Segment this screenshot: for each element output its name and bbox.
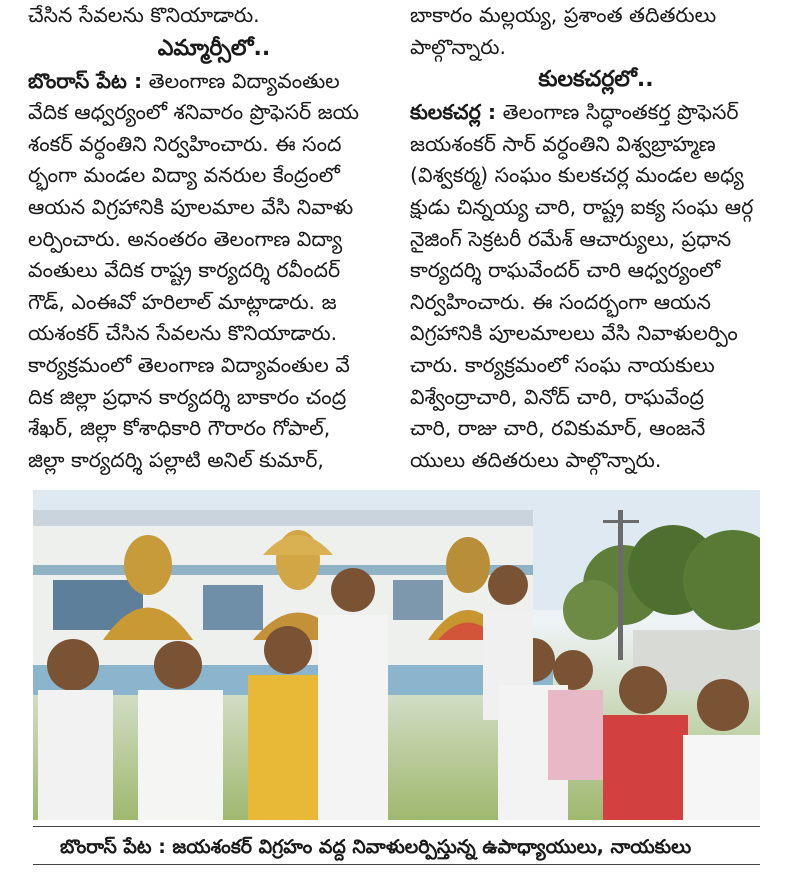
left-line-5: ఆయన విగ్రహానికి పూలమాల వేసి నివాళు xyxy=(28,194,354,219)
right-line-12: చారి, రాజు చారి, రవికుమార్, ఆంజనే xyxy=(410,416,706,441)
dateline: కులకచర్ల : xyxy=(410,100,497,125)
right-line-5: క్షుడు చిన్నయ్య చారి, రాష్ట్ర ఐక్య సంఘ ఆర్గ xyxy=(410,194,754,219)
caption-rule-bottom xyxy=(33,864,760,865)
right-line-3: జయశంకర్ సార్ వర్ధంతిని విశ్వబ్రాహ్మణ xyxy=(410,131,716,156)
right-column xyxy=(410,0,782,476)
right-line-10: చారు. కార్యక్రమంలో సంఘ నాయకులు xyxy=(410,352,715,377)
right-line-8: నిర్వహించారు. ఈ సందర్భంగా ఆయన xyxy=(410,289,711,314)
right-line-7: కార్యదర్శి రాఘవేందర్ చారి ఆధ్వర్యంలో xyxy=(410,258,721,283)
left-line-9: యశంకర్ చేసిన సేవలను కొనియాడారు. xyxy=(28,321,338,346)
left-line-8: గౌడ్, ఎంఈవో హరిలాల్ మాట్లాడారు. జ xyxy=(28,289,337,314)
right-line-11: విశ్వేంద్రాచారి, వినోద్ చారి, రాఘవేంద్ర xyxy=(410,384,705,409)
news-photo xyxy=(33,490,760,820)
right-line-2-text: తెలంగాణ సిద్ధాంతకర్త ప్రొఫెసర్ xyxy=(496,100,739,125)
right-line-1: పాల్గొన్నారు. xyxy=(410,34,506,59)
right-line-2 xyxy=(410,97,782,129)
dateline: బొంరాస్‌ పేట : xyxy=(28,68,143,93)
right-line-13: యులు తదితరులు పాల్గొన్నారు. xyxy=(410,447,662,472)
right-line-9: విగ్రహానికి పూలమాలలు వేసి నివాళులర్పిం xyxy=(410,321,738,346)
left-line-10: కార్యక్రమంలో తెలంగాణ విద్యావంతుల వే xyxy=(28,352,350,377)
left-subheading: ఎమ్మార్సీలో.. xyxy=(157,35,271,61)
caption-rule-top xyxy=(33,826,760,827)
right-subheading: కులకచర్లలో.. xyxy=(538,67,654,93)
left-line-1-text: తెలంగాణ విద్యావంతుల xyxy=(142,68,340,93)
left-line-13: జిల్లా కార్యదర్శి పల్లాటి అనిల్ కుమార్, xyxy=(28,447,324,472)
left-line-2: వేదిక ఆధ్వర్యంలో శనివారం ప్రొఫెసర్ జయ xyxy=(28,100,360,125)
left-line-12: శేఖర్, జిల్లా కోశాధికారి గౌరారం గోపాల్, xyxy=(28,416,331,441)
left-line-1 xyxy=(28,66,400,98)
left-line-7: వంతులు వేదిక రాష్ట్ర కార్యదర్శి రవీందర్ xyxy=(28,258,341,283)
right-line-4: (విశ్వకర్మ) సంఘం కులకచర్ల మండల అధ్య xyxy=(410,163,744,188)
caption-text: జయశంకర్ విగ్రహం వద్ద నివాళులర్పిస్తున్న ఉపాధ్యాయులు, నాయకులు xyxy=(165,836,692,858)
caption-dateline: బొంరాస్‌ పేట : xyxy=(60,836,166,858)
left-line-6: లర్పించారు. అనంతరం తెలంగాణ విద్యా xyxy=(28,226,343,251)
left-column xyxy=(28,0,400,476)
left-line-0: చేసిన సేవలను కొనియాడారు. xyxy=(28,3,260,27)
photo-caption xyxy=(60,832,760,862)
left-line-4: ర్భంగా మండల విద్యా వనరుల కేంద్రంలో xyxy=(28,163,340,188)
group-photo-illustration xyxy=(33,490,760,820)
right-line-0: బాకారం మల్లయ్య, ప్రశాంత తదితరులు xyxy=(410,3,717,27)
left-line-3: శంకర్ వర్ధంతిని నిర్వహించారు. ఈ సంద xyxy=(28,131,342,156)
right-line-6: నైజింగ్ సెక్రటరీ రమేశ్ ఆచార్యులు, ప్రధాన xyxy=(410,226,732,251)
left-line-11: దిక జిల్లా ప్రధాన కార్యదర్శి బాకారం చంద్ర xyxy=(28,384,347,409)
